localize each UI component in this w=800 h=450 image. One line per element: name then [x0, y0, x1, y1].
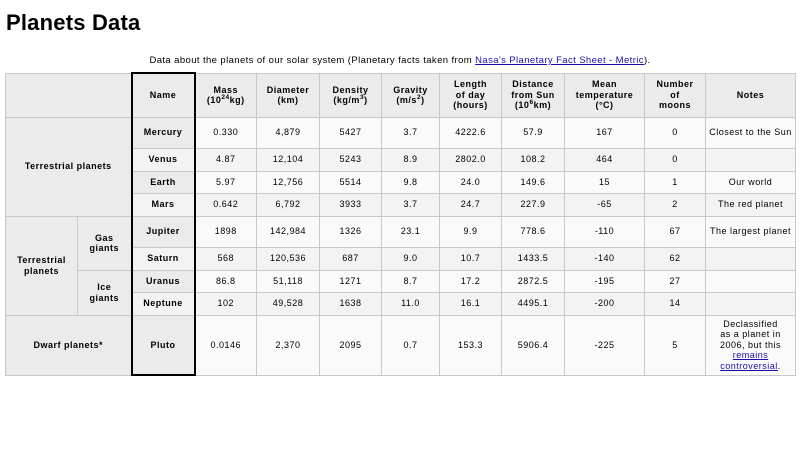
planet-name: Earth	[132, 171, 195, 193]
cell-distance: 108.2	[502, 148, 565, 171]
cell-distance: 2872.5	[502, 270, 565, 292]
cell-day: 17.2	[440, 270, 502, 292]
cell-day: 24.0	[440, 171, 502, 193]
cell-moons: 27	[645, 270, 706, 292]
cell-gravity: 9.8	[382, 171, 440, 193]
cell-diameter: 12,104	[257, 148, 320, 171]
cell-density: 1326	[320, 216, 382, 247]
cell-diameter: 120,536	[257, 247, 320, 270]
cell-temperature: 15	[565, 171, 645, 193]
cell-temperature: -200	[565, 292, 645, 315]
cell-notes	[706, 247, 796, 270]
cell-moons: 0	[645, 148, 706, 171]
remains-controversial-link[interactable]: remains controversial	[720, 350, 778, 371]
cell-mass: 86.8	[195, 270, 257, 292]
planet-name: Jupiter	[132, 216, 195, 247]
cell-diameter: 4,879	[257, 117, 320, 148]
cell-distance: 4495.1	[502, 292, 565, 315]
cell-gravity: 9.0	[382, 247, 440, 270]
cell-mass: 102	[195, 292, 257, 315]
cell-mass: 0.330	[195, 117, 257, 148]
header-gravity: Gravity $(m/s^2)$	[382, 73, 440, 117]
cell-notes	[706, 270, 796, 292]
cell-day: 16.1	[440, 292, 502, 315]
cell-gravity: 3.7	[382, 117, 440, 148]
caption-end: ).	[643, 55, 651, 66]
table-row	[6, 270, 796, 292]
cell-density: 1271	[320, 270, 382, 292]
header-density: Density $(kg/m^3)$	[320, 73, 382, 117]
cell-gravity: 11.0	[382, 292, 440, 315]
cell-density: 5243	[320, 148, 382, 171]
table-row	[6, 216, 796, 247]
planet-name: Pluto	[132, 315, 195, 375]
group-terrestrial-planets: Terrestrial planets	[6, 117, 132, 216]
cell-moons: 62	[645, 247, 706, 270]
cell-moons: 67	[645, 216, 706, 247]
caption-text: Data about the planets of our solar system (Planetary facts taken from	[149, 55, 476, 66]
planet-name: Venus	[132, 148, 195, 171]
cell-density: 5514	[320, 171, 382, 193]
cell-distance: 57.9	[502, 117, 565, 148]
cell-mass: 4.87	[195, 148, 257, 171]
group-ice-giants: Ice giants	[78, 270, 132, 315]
cell-density: 687	[320, 247, 382, 270]
cell-distance: 149.6	[502, 171, 565, 193]
planet-name: Uranus	[132, 270, 195, 292]
cell-distance: 1433.5	[502, 247, 565, 270]
cell-diameter: 12,756	[257, 171, 320, 193]
cell-density: 1638	[320, 292, 382, 315]
group-jovian-planets: Terrestrial planets	[6, 216, 78, 315]
cell-diameter: 49,528	[257, 292, 320, 315]
group-gas-giants: Gas giants	[78, 216, 132, 270]
group-dwarf-planets: Dwarf planets*	[6, 315, 132, 375]
cell-distance: 227.9	[502, 193, 565, 216]
cell-notes: The red planet	[706, 193, 796, 216]
header-distance: Distance from Sun $(10^6km)$	[502, 73, 565, 117]
cell-diameter: 51,118	[257, 270, 320, 292]
header-mass: Mass $(10^{24}kg)$	[195, 73, 257, 117]
cell-mass: 0.0146	[195, 315, 257, 375]
cell-density: 5427	[320, 117, 382, 148]
cell-moons: 0	[645, 117, 706, 148]
nasa-fact-sheet-link[interactable]: Nasa's Planetary Fact Sheet - Metric	[475, 55, 644, 66]
cell-diameter: 6,792	[257, 193, 320, 216]
cell-temperature: 464	[565, 148, 645, 171]
cell-notes: Closest to the Sun	[706, 117, 796, 148]
cell-notes: The largest planet	[706, 216, 796, 247]
cell-gravity: 8.9	[382, 148, 440, 171]
header-name: Name	[132, 73, 195, 117]
cell-notes: Our world	[706, 171, 796, 193]
cell-day: 4222.6	[440, 117, 502, 148]
cell-notes: Declassified as a planet in 2006, but this remains controversial.	[706, 315, 796, 375]
cell-moons: 14	[645, 292, 706, 315]
cell-day: 9.9	[440, 216, 502, 247]
table-caption	[0, 55, 800, 66]
cell-notes	[706, 292, 796, 315]
cell-day: 10.7	[440, 247, 502, 270]
cell-moons: 5	[645, 315, 706, 375]
cell-temperature: -140	[565, 247, 645, 270]
planet-name: Neptune	[132, 292, 195, 315]
cell-distance: 5906.4	[502, 315, 565, 375]
cell-notes	[706, 148, 796, 171]
cell-gravity: 8.7	[382, 270, 440, 292]
cell-distance: 778.6	[502, 216, 565, 247]
cell-density: 3933	[320, 193, 382, 216]
header-notes: Notes	[706, 73, 796, 117]
cell-temperature: -110	[565, 216, 645, 247]
planet-name: Mercury	[132, 117, 195, 148]
cell-diameter: 142,984	[257, 216, 320, 247]
cell-gravity: 23.1	[382, 216, 440, 247]
header-temperature: Mean temperature (°C)	[565, 73, 645, 117]
cell-moons: 1	[645, 171, 706, 193]
cell-temperature: -65	[565, 193, 645, 216]
cell-mass: 5.97	[195, 171, 257, 193]
cell-mass: 0.642	[195, 193, 257, 216]
header-row	[6, 73, 796, 117]
table-row	[6, 117, 796, 148]
planet-name: Mars	[132, 193, 195, 216]
cell-gravity: 3.7	[382, 193, 440, 216]
table-row	[6, 315, 796, 375]
header-moons: Number of moons	[645, 73, 706, 117]
cell-temperature: -225	[565, 315, 645, 375]
cell-density: 2095	[320, 315, 382, 375]
cell-day: 2802.0	[440, 148, 502, 171]
cell-moons: 2	[645, 193, 706, 216]
cell-temperature: 167	[565, 117, 645, 148]
header-corner	[6, 73, 132, 117]
cell-diameter: 2,370	[257, 315, 320, 375]
planets-table	[5, 72, 796, 376]
header-length-of-day: Length of day (hours)	[440, 73, 502, 117]
page-title: Planets Data	[6, 10, 141, 35]
planet-name: Saturn	[132, 247, 195, 270]
cell-mass: 568	[195, 247, 257, 270]
cell-day: 24.7	[440, 193, 502, 216]
cell-mass: 1898	[195, 216, 257, 247]
header-diameter: Diameter (km)	[257, 73, 320, 117]
cell-day: 153.3	[440, 315, 502, 375]
cell-gravity: 0.7	[382, 315, 440, 375]
cell-temperature: -195	[565, 270, 645, 292]
